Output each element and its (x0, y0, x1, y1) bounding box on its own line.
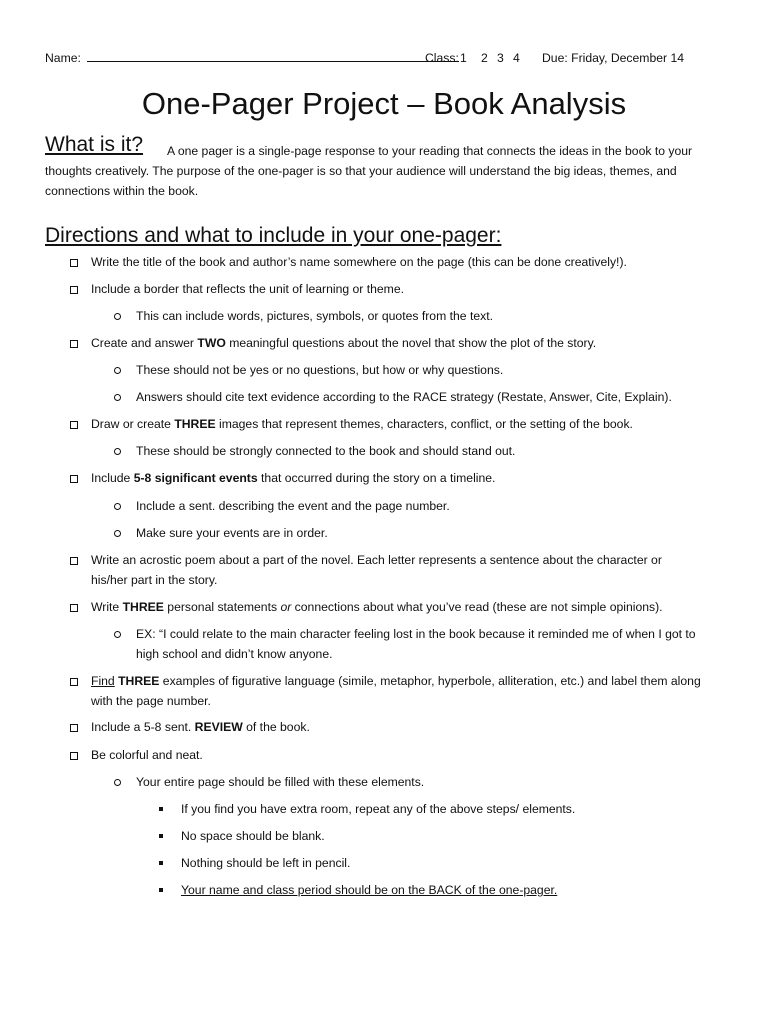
class-number-2: 2 (481, 51, 488, 65)
direction-item: Include 5-8 significant events that occurred during the story on a timeline. (91, 471, 496, 485)
checkbox-icon (70, 604, 78, 612)
intro-paragraph (45, 141, 725, 201)
direction-subitem: Your entire page should be filled with these elements. (136, 775, 425, 789)
checkbox-icon (70, 752, 78, 760)
circle-bullet-icon (114, 367, 121, 374)
direction-item: Find THREE examples of figurative language (simile, metaphor, hyperbole, alliteration, etc.) and label them along with the page number. (91, 674, 701, 708)
direction-subitem: These should not be yes or no questions, but how or why questions. (136, 363, 504, 377)
direction-item: Write the title of the book and author’s name somewhere on the page (this can be done creatively!). (91, 255, 627, 269)
checkbox-icon (70, 724, 78, 732)
direction-subsubitem: No space should be blank. (181, 829, 325, 843)
circle-bullet-icon (114, 394, 121, 401)
what-is-it-heading: What is it? (45, 133, 144, 156)
direction-subitem: Answers should cite text evidence according to the RACE strategy (Restate, Answer, Cite, Explain). (136, 390, 672, 404)
due-date: Due: Friday, December 14 (542, 51, 685, 65)
direction-subitem: These should be strongly connected to the book and should stand out. (136, 444, 516, 458)
checkbox-icon (70, 557, 78, 565)
direction-item: Draw or create THREE images that represent themes, characters, conflict, or the setting of the book. (91, 417, 633, 431)
direction-subitem: EX: “I could relate to the main character feeling lost in the book because it reminded me of when I got to high school and didn’t know anyone. (136, 627, 696, 661)
direction-subsubitem: If you find you have extra room, repeat any of the above steps/ elements. (181, 802, 576, 816)
intro-line-2: thoughts creatively. The purpose of the one-pager is so that your audience will understand the big ideas, themes, and (45, 164, 677, 178)
direction-item: Include a 5-8 sent. REVIEW of the book. (91, 720, 310, 734)
directions-heading: Directions and what to include in your one-pager: (45, 224, 502, 247)
checkbox-icon (70, 340, 78, 348)
direction-item: Include a border that reflects the unit of learning or theme. (91, 282, 404, 296)
intro-line-3: connections within the book. (45, 184, 199, 198)
name-label: Name: (45, 51, 81, 65)
checkbox-icon (70, 421, 78, 429)
direction-subsubitem: Your name and class period should be on the BACK of the one-pager. (181, 883, 558, 897)
circle-bullet-icon (114, 530, 121, 537)
square-bullet-icon (159, 834, 163, 838)
square-bullet-icon (159, 807, 163, 811)
checkbox-icon (70, 475, 78, 483)
direction-subitem: Include a sent. describing the event and the page number. (136, 499, 450, 513)
name-blank-line (87, 61, 459, 62)
checkbox-icon (70, 259, 78, 267)
direction-subsubitem: Nothing should be left in pencil. (181, 856, 351, 870)
circle-bullet-icon (114, 503, 121, 510)
checkbox-icon (70, 678, 78, 686)
class-number-1: 1 (460, 51, 467, 65)
class-number-3: 3 (497, 51, 504, 65)
direction-item: Create and answer TWO meaningful questions about the novel that show the plot of the story. (91, 336, 597, 350)
checkbox-icon (70, 286, 78, 294)
circle-bullet-icon (114, 779, 121, 786)
square-bullet-icon (159, 888, 163, 892)
class-label: Class: (425, 51, 459, 65)
page-title: One-Pager Project – Book Analysis (141, 86, 627, 121)
direction-item: Be colorful and neat. (91, 748, 203, 762)
class-number-4: 4 (513, 51, 520, 65)
direction-item: Write an acrostic poem about a part of the novel. Each letter represents a sentence about the character or his/her part in the story. (91, 553, 662, 587)
direction-item: Write THREE personal statements or connections about what you’ve read (these are not simple opinions). (91, 600, 663, 614)
square-bullet-icon (159, 861, 163, 865)
direction-subitem: Make sure your events are in order. (136, 526, 328, 540)
header-line (45, 48, 735, 66)
circle-bullet-icon (114, 448, 121, 455)
circle-bullet-icon (114, 313, 121, 320)
direction-subitem: This can include words, pictures, symbols, or quotes from the text. (136, 309, 493, 323)
circle-bullet-icon (114, 631, 121, 638)
intro-line-1: A one pager is a single-page response to your reading that connects the ideas in the book to your (167, 144, 693, 158)
